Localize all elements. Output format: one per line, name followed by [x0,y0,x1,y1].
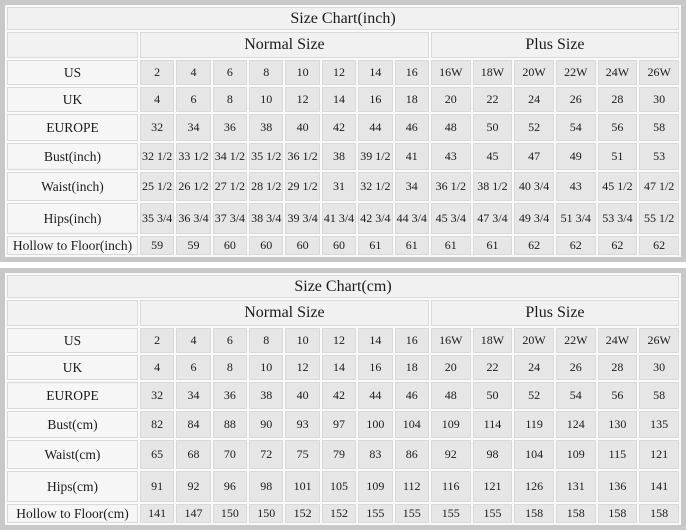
size-value-cell: 44 3/4 [395,203,429,234]
group-header-row [7,32,679,58]
size-value-cell: 35 1/2 [249,143,283,170]
size-value-cell: 37 3/4 [213,203,247,234]
size-value-cell: 20 [431,87,471,112]
size-value-cell: 158 [556,504,596,523]
size-value-cell: 27 1/2 [213,172,247,201]
size-value-cell: 47 1/2 [639,172,679,201]
size-value-cell: 38 [249,382,283,409]
size-value-cell: 158 [514,504,554,523]
size-value-cell: 47 [514,143,554,170]
size-value-cell: 150 [249,504,283,523]
size-value-cell: 38 3/4 [249,203,283,234]
size-value-cell: 2 [140,60,174,85]
size-value-cell: 39 3/4 [285,203,319,234]
size-value-cell: 150 [213,504,247,523]
column-group-header: Plus Size [431,32,679,58]
size-value-cell: 59 [176,236,210,255]
size-value-cell: 49 3/4 [514,203,554,234]
size-value-cell: 4 [140,87,174,112]
size-value-cell: 32 1/2 [140,143,174,170]
size-value-cell: 126 [514,471,554,502]
size-value-cell: 18 [395,87,429,112]
size-value-cell: 121 [473,471,513,502]
size-value-cell: 24 [514,87,554,112]
size-value-cell: 50 [473,382,513,409]
size-value-cell: 24W [598,60,638,85]
size-value-cell: 54 [556,382,596,409]
row-label-cell: UK [7,355,138,380]
size-value-cell: 20 [431,355,471,380]
size-value-cell: 58 [639,114,679,141]
size-value-cell: 28 [598,355,638,380]
column-group-header: Plus Size [431,300,679,326]
size-chart-inch-table [0,0,686,262]
size-value-cell: 14 [358,60,392,85]
size-value-cell: 6 [176,355,210,380]
table-row [7,504,679,523]
size-value-cell: 38 [322,143,356,170]
table-row [7,382,679,409]
size-value-cell: 8 [213,355,247,380]
size-value-cell: 53 [639,143,679,170]
row-label-cell: US [7,60,138,85]
size-value-cell: 46 [395,382,429,409]
row-label-cell: Hollow to Floor(inch) [7,236,138,255]
size-value-cell: 45 [473,143,513,170]
size-value-cell: 60 [213,236,247,255]
size-value-cell: 98 [249,471,283,502]
table-row [7,114,679,141]
table-row [7,87,679,112]
size-value-cell: 10 [249,87,283,112]
size-value-cell: 34 [395,172,429,201]
corner-cell [7,32,138,58]
table-title: Size Chart(inch) [7,7,679,30]
size-value-cell: 8 [249,328,283,353]
size-value-cell: 6 [176,87,210,112]
size-value-cell: 8 [249,60,283,85]
size-value-cell: 55 1/2 [639,203,679,234]
size-value-cell: 6 [213,60,247,85]
size-value-cell: 10 [249,355,283,380]
size-value-cell: 155 [395,504,429,523]
row-label-cell: Bust(cm) [7,411,138,438]
size-value-cell: 121 [639,440,679,469]
size-value-cell: 18 [395,355,429,380]
size-value-cell: 42 [322,114,356,141]
size-value-cell: 152 [322,504,356,523]
table-row [7,411,679,438]
size-value-cell: 30 [639,87,679,112]
size-value-cell: 22 [473,355,513,380]
size-value-cell: 60 [285,236,319,255]
size-value-cell: 62 [556,236,596,255]
size-value-cell: 4 [176,328,210,353]
size-value-cell: 40 [285,382,319,409]
size-value-cell: 65 [140,440,174,469]
row-label-cell: EUROPE [7,114,138,141]
size-value-cell: 90 [249,411,283,438]
size-value-cell: 8 [213,87,247,112]
size-value-cell: 114 [473,411,513,438]
table-row [7,203,679,234]
size-value-cell: 16 [358,355,392,380]
size-value-cell: 32 [140,382,174,409]
size-value-cell: 46 [395,114,429,141]
size-value-cell: 34 [176,114,210,141]
size-value-cell: 26 [556,87,596,112]
size-value-cell: 24W [598,328,638,353]
size-value-cell: 49 [556,143,596,170]
size-value-cell: 60 [249,236,283,255]
corner-cell [7,300,138,326]
size-value-cell: 130 [598,411,638,438]
size-value-cell: 39 1/2 [358,143,392,170]
size-value-cell: 36 1/2 [285,143,319,170]
size-value-cell: 36 [213,382,247,409]
size-value-cell: 26W [639,328,679,353]
column-group-header: Normal Size [140,300,429,326]
size-value-cell: 42 3/4 [358,203,392,234]
size-value-cell: 52 [514,382,554,409]
size-value-cell: 14 [358,328,392,353]
size-value-cell: 16 [395,328,429,353]
size-value-cell: 109 [556,440,596,469]
table-row [7,471,679,502]
size-value-cell: 16 [395,60,429,85]
size-value-cell: 105 [322,471,356,502]
size-value-cell: 22 [473,87,513,112]
size-value-cell: 141 [639,471,679,502]
size-value-cell: 155 [473,504,513,523]
size-value-cell: 24 [514,355,554,380]
size-value-cell: 45 1/2 [598,172,638,201]
size-value-cell: 58 [639,382,679,409]
size-value-cell: 136 [598,471,638,502]
size-value-cell: 20W [514,60,554,85]
size-value-cell: 116 [431,471,471,502]
size-value-cell: 41 [395,143,429,170]
size-value-cell: 48 [431,114,471,141]
size-value-cell: 97 [322,411,356,438]
size-value-cell: 44 [358,382,392,409]
row-label-cell: Waist(cm) [7,440,138,469]
size-value-cell: 91 [140,471,174,502]
size-value-cell: 34 1/2 [213,143,247,170]
size-value-cell: 59 [140,236,174,255]
size-value-cell: 109 [431,411,471,438]
size-value-cell: 56 [598,114,638,141]
size-value-cell: 152 [285,504,319,523]
table-row [7,236,679,255]
size-value-cell: 28 1/2 [249,172,283,201]
size-value-cell: 51 [598,143,638,170]
size-value-cell: 84 [176,411,210,438]
size-value-cell: 101 [285,471,319,502]
size-value-cell: 12 [285,355,319,380]
size-value-cell: 30 [639,355,679,380]
table-row [7,172,679,201]
column-group-header: Normal Size [140,32,429,58]
size-value-cell: 10 [285,60,319,85]
size-value-cell: 6 [213,328,247,353]
size-value-cell: 16W [431,328,471,353]
size-value-cell: 42 [322,382,356,409]
size-value-cell: 112 [395,471,429,502]
size-value-cell: 83 [358,440,392,469]
size-value-cell: 79 [322,440,356,469]
size-value-cell: 131 [556,471,596,502]
row-label-cell: Hollow to Floor(cm) [7,504,138,523]
size-value-cell: 104 [395,411,429,438]
size-value-cell: 26 [556,355,596,380]
title-row [7,7,679,30]
size-value-cell: 82 [140,411,174,438]
size-value-cell: 70 [213,440,247,469]
row-label-cell: UK [7,87,138,112]
size-value-cell: 14 [322,355,356,380]
size-value-cell: 36 [213,114,247,141]
size-value-cell: 43 [431,143,471,170]
size-value-cell: 18W [473,328,513,353]
size-value-cell: 86 [395,440,429,469]
size-value-cell: 53 3/4 [598,203,638,234]
size-value-cell: 20W [514,328,554,353]
size-value-cell: 14 [322,87,356,112]
size-value-cell: 155 [431,504,471,523]
size-value-cell: 10 [285,328,319,353]
size-value-cell: 40 3/4 [514,172,554,201]
size-chart-cm-table [0,268,686,530]
size-value-cell: 25 1/2 [140,172,174,201]
row-label-cell: Waist(inch) [7,172,138,201]
size-value-cell: 43 [556,172,596,201]
size-value-cell: 22W [556,60,596,85]
size-value-cell: 12 [322,328,356,353]
size-value-cell: 41 3/4 [322,203,356,234]
row-label-cell: Bust(inch) [7,143,138,170]
size-value-cell: 38 1/2 [473,172,513,201]
size-value-cell: 61 [358,236,392,255]
size-value-cell: 88 [213,411,247,438]
table-row [7,143,679,170]
size-value-cell: 62 [514,236,554,255]
size-value-cell: 33 1/2 [176,143,210,170]
size-value-cell: 31 [322,172,356,201]
size-value-cell: 68 [176,440,210,469]
size-value-cell: 45 3/4 [431,203,471,234]
size-value-cell: 62 [598,236,638,255]
size-value-cell: 158 [639,504,679,523]
size-value-cell: 93 [285,411,319,438]
size-value-cell: 135 [639,411,679,438]
size-value-cell: 18W [473,60,513,85]
size-value-cell: 155 [358,504,392,523]
size-value-cell: 4 [176,60,210,85]
size-table [5,273,681,525]
row-label-cell: EUROPE [7,382,138,409]
size-value-cell: 47 3/4 [473,203,513,234]
size-value-cell: 4 [140,355,174,380]
size-value-cell: 32 1/2 [358,172,392,201]
size-value-cell: 2 [140,328,174,353]
group-header-row [7,300,679,326]
size-value-cell: 54 [556,114,596,141]
size-value-cell: 50 [473,114,513,141]
size-value-cell: 52 [514,114,554,141]
size-value-cell: 16 [358,87,392,112]
size-value-cell: 44 [358,114,392,141]
size-value-cell: 141 [140,504,174,523]
row-label-cell: Hips(inch) [7,203,138,234]
size-value-cell: 72 [249,440,283,469]
size-value-cell: 38 [249,114,283,141]
size-value-cell: 36 1/2 [431,172,471,201]
size-value-cell: 96 [213,471,247,502]
table-row [7,355,679,380]
size-value-cell: 92 [431,440,471,469]
table-row [7,328,679,353]
size-value-cell: 12 [322,60,356,85]
size-value-cell: 12 [285,87,319,112]
size-value-cell: 124 [556,411,596,438]
size-value-cell: 61 [395,236,429,255]
table-title: Size Chart(cm) [7,275,679,298]
size-value-cell: 26W [639,60,679,85]
size-value-cell: 35 3/4 [140,203,174,234]
size-value-cell: 100 [358,411,392,438]
size-value-cell: 92 [176,471,210,502]
size-value-cell: 48 [431,382,471,409]
size-value-cell: 28 [598,87,638,112]
size-value-cell: 147 [176,504,210,523]
size-value-cell: 40 [285,114,319,141]
size-value-cell: 104 [514,440,554,469]
row-label-cell: Hips(cm) [7,471,138,502]
size-value-cell: 22W [556,328,596,353]
size-value-cell: 109 [358,471,392,502]
size-value-cell: 51 3/4 [556,203,596,234]
table-row [7,440,679,469]
size-value-cell: 34 [176,382,210,409]
size-table [5,5,681,257]
size-value-cell: 158 [598,504,638,523]
size-value-cell: 60 [322,236,356,255]
size-value-cell: 75 [285,440,319,469]
table-row [7,60,679,85]
size-value-cell: 98 [473,440,513,469]
size-value-cell: 62 [639,236,679,255]
size-value-cell: 16W [431,60,471,85]
size-value-cell: 61 [473,236,513,255]
size-value-cell: 115 [598,440,638,469]
size-value-cell: 119 [514,411,554,438]
size-value-cell: 61 [431,236,471,255]
size-value-cell: 56 [598,382,638,409]
row-label-cell: US [7,328,138,353]
size-value-cell: 36 3/4 [176,203,210,234]
size-value-cell: 32 [140,114,174,141]
size-value-cell: 29 1/2 [285,172,319,201]
title-row [7,275,679,298]
size-value-cell: 26 1/2 [176,172,210,201]
